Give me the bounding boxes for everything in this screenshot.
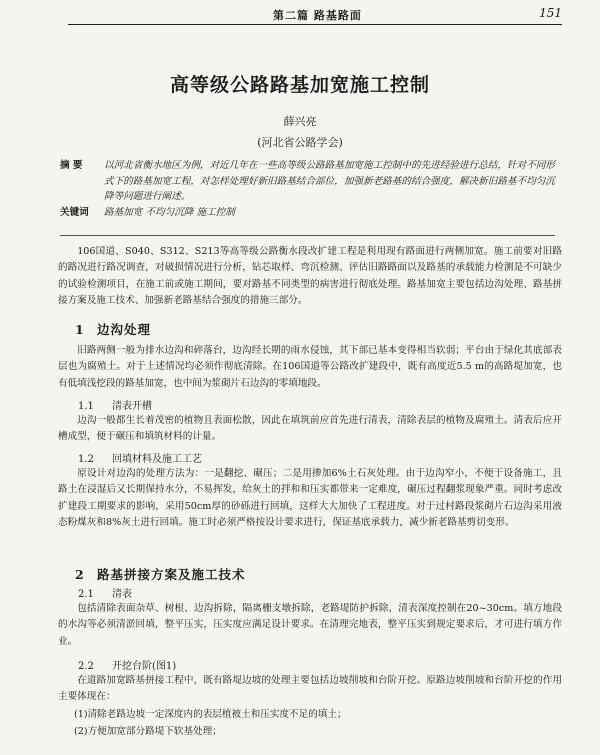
abstract-label: 摘 要	[60, 160, 83, 171]
intro-paragraph: 106国道、S040、S312、S213等高等级公路衡水段改扩建工程是利用现有路面进行两侧加宽。施工前要对旧路的路况进行路况调查，对破损情况进行分析，钻芯取样、弯沉检测、评估旧路路面以及路基的承载能力检测是不可缺少的试验检测项目，在施工前或施工期间，要对路基不同类型的病害进行彻底处理。路基加宽主要包括边沟处理、路基拼接方案及施工技术、加强新老路基结合强度的措施三部分。	[58, 246, 562, 306]
keywords	[60, 205, 555, 221]
subsection-2-1-heading	[78, 585, 132, 600]
subsection-1-2-number: 1.2	[78, 454, 94, 465]
list-item: (2)方便加宽部分路堤下软基处理；	[74, 726, 222, 737]
subsection-2-2-number: 2.2	[78, 661, 94, 672]
subsection-1-2-title: 回填材料及施工工艺	[112, 454, 202, 465]
subsection-1-1-number: 1.1	[78, 401, 94, 412]
section-label: 第二篇 路基路面	[273, 9, 362, 22]
section-2-heading	[75, 565, 246, 583]
subsection-1-1-title: 清表开槽	[112, 401, 152, 412]
article-title: 高等级公路路基加宽施工控制	[169, 74, 430, 96]
function-list	[74, 706, 554, 740]
section-1-paragraph: 旧路两侧一般为排水边沟和碎落台，边沟经长期的雨水侵蚀，其下部已基本变得相当软弱；平台由于绿化其底部表层也为腐殖土。对于上述情况均必须作彻底清除。在106国道等公路改扩建段中，既有高度近5.5 m的高路堤加宽，也有低填浅挖段的路基加宽，也中间为浆砌片石边沟的零填地段。	[58, 345, 562, 389]
keywords-text: 路基加宽 不均匀沉降 施工控制	[104, 206, 235, 218]
subsection-2-2-heading	[78, 657, 176, 672]
subsection-2-1-number: 2.1	[78, 589, 94, 600]
section-1-heading	[75, 320, 151, 338]
section-2-number: 2	[75, 567, 85, 582]
subsection-1-2-paragraph: 原设计对边沟的处理方法为：一是翻挖、碾压；二是用掺加6%土石灰处理。由于边沟窄小，不便于设备施工，且路土在浸湿后又长期保持水分，不易挥发，给灰土的拌和和压实都带来一定难度，碾压过程翻浆现象严重。同时考虑改扩建段工期要求的影响，采用50cm厚的砂砾进行回填，这样大大加快了工程进度。对于过村路段浆砌片石边沟采用液态粉煤灰和8%灰土进行回填。施工时必须严格按设计要求进行，保证基底承载力，减少新老路基剪切变形。	[58, 468, 562, 528]
affiliation: (河北省公路学会)	[257, 136, 343, 149]
subsection-2-2-title: 开挖台阶(图1)	[112, 661, 177, 672]
subsection-2-1-title: 清表	[112, 589, 132, 600]
section-1-number: 1	[75, 322, 85, 337]
list-item: (1)清除老路边坡一定深度内的表层植被土和压实度不足的填土；	[74, 709, 347, 720]
subsection-1-2-heading	[78, 450, 202, 465]
subsection-2-1-paragraph: 包括清除表面杂草、树根、边沟拆除，隔离栅支墩拆除，老路堤防护拆除，清表深度控制在20~30cm。填方地段的水沟等必须清淤回填，整平压实，压实度应满足设计要求。在清理完地表，整平压实到规定要求后，才可进行填方作业。	[58, 603, 562, 647]
subsection-1-1-paragraph: 边沟一般都生长着茂密的植物且表面松散，因此在填筑前应首先进行清表，清除表层的植物及腐殖土。清表后应开槽成型，便于碾压和填筑材料的计量。	[58, 415, 562, 443]
running-header	[68, 6, 562, 25]
page-number: 151	[539, 6, 562, 20]
section-2-title: 路基拼接方案及施工技术	[97, 567, 246, 582]
abstract-block	[60, 158, 555, 220]
section-1-title: 边沟处理	[97, 322, 152, 337]
keywords-label: 关键词	[60, 206, 89, 218]
subsection-2-2-paragraph: 在道路加宽路基拼接工程中，既有路堤边坡的处理主要包括边坡削坡和台阶开挖。原路边坡削坡和台阶开挖的作用主要体现在：	[58, 675, 562, 703]
abstract-text: 以河北省衡水地区为例，对近几年在一些高等级公路路基加宽施工控制中的先进经验进行总结，针对不同形式下的路基加宽工程，对怎样处理好新旧路基结合部位，加强新老路基的结合强度，解决新旧路基不均匀沉降等问题进行阐述。	[104, 160, 555, 202]
divider	[60, 235, 555, 236]
subsection-1-1-heading	[78, 397, 152, 412]
abstract	[60, 158, 555, 205]
author: 薛兴亮	[283, 115, 317, 128]
